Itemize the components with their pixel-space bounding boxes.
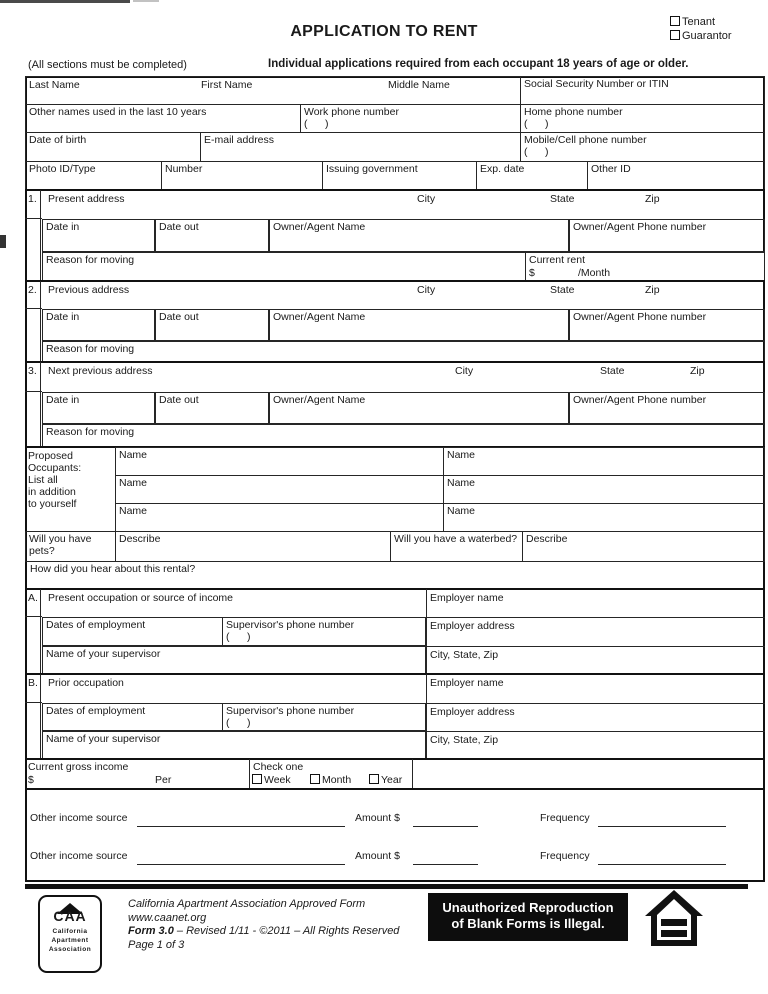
issuing-government-field[interactable]: Issuing government xyxy=(322,161,477,191)
week-checkbox-icon[interactable] xyxy=(252,774,262,784)
employer-name-label: Employer name xyxy=(430,677,504,689)
frequency-line[interactable] xyxy=(598,826,726,827)
other-names-field[interactable]: Other names used in the last 10 years xyxy=(25,104,301,133)
scan-artifact-smudge xyxy=(0,235,6,248)
unauthorized-warning-box xyxy=(428,893,628,941)
waterbed-describe-field[interactable]: Describe xyxy=(522,531,765,562)
date-out-field[interactable]: Date out xyxy=(155,219,269,252)
supervisor-phone-paren: ( ) xyxy=(226,631,251,644)
employer-name-label: Employer name xyxy=(430,592,504,604)
divider xyxy=(25,673,765,675)
warning-line: Unauthorized Reproduction xyxy=(442,900,614,915)
date-out-field[interactable]: Date out xyxy=(155,392,269,424)
previous-address-field[interactable] xyxy=(41,281,765,309)
employer-city-state-zip-label: City, State, Zip xyxy=(430,649,499,661)
middle-name-label: Middle Name xyxy=(388,79,450,91)
other-id-field[interactable]: Other ID xyxy=(587,161,765,191)
state-label: State xyxy=(550,284,575,296)
home-phone-label: Home phone number xyxy=(524,106,623,118)
caa-text-line: Apartment xyxy=(51,937,89,944)
present-address-label: Present address xyxy=(48,193,125,205)
exp-date-field[interactable]: Exp. date xyxy=(476,161,588,191)
first-name-label: First Name xyxy=(201,79,253,91)
last-name-label: Last Name xyxy=(29,79,80,91)
footer-rule xyxy=(25,884,748,889)
divider xyxy=(426,589,427,674)
footer-form-number: Form 3.0 xyxy=(128,925,174,937)
occupant-name-field[interactable]: Name xyxy=(443,503,765,532)
month-checkbox-icon[interactable] xyxy=(310,774,320,784)
supervisor-name-field[interactable]: Name of your supervisor xyxy=(42,646,426,674)
date-out-field[interactable]: Date out xyxy=(155,309,269,341)
divider xyxy=(25,702,42,703)
footer-page-number: Page 1 of 3 xyxy=(128,938,185,951)
waterbed-question-field[interactable]: Will you have a waterbed? xyxy=(390,531,523,562)
guarantor-checkbox-option[interactable] xyxy=(670,29,732,43)
present-address-field[interactable] xyxy=(41,190,765,219)
per-month-label: /Month xyxy=(578,267,611,279)
section-1-number: 1. xyxy=(28,193,37,205)
date-in-field[interactable]: Date in xyxy=(42,392,155,424)
zip-label: Zip xyxy=(645,284,660,296)
photo-id-field[interactable]: Photo ID/Type xyxy=(25,161,162,191)
owner-agent-phone-field[interactable]: Owner/Agent Phone number xyxy=(569,309,765,341)
state-label: State xyxy=(550,193,575,205)
scan-artifact-topline xyxy=(0,0,130,3)
section-a-number: A. xyxy=(28,592,38,604)
referral-question-field[interactable]: How did you hear about this rental? xyxy=(30,563,196,575)
present-occupation-label: Present occupation or source of income xyxy=(48,592,234,604)
divider xyxy=(426,703,765,704)
state-label: State xyxy=(600,365,625,377)
month-label: Month xyxy=(322,774,352,786)
name-fields[interactable] xyxy=(25,76,521,105)
frequency-label: Frequency xyxy=(540,812,590,824)
work-phone-field[interactable] xyxy=(300,104,521,133)
section-2-number: 2. xyxy=(28,284,37,296)
footer-form-line xyxy=(128,925,399,939)
supervisor-phone-label: Supervisor's phone number xyxy=(226,705,355,717)
next-previous-address-field[interactable] xyxy=(41,362,765,391)
supervisor-phone-field[interactable] xyxy=(222,703,426,731)
footer-text-block xyxy=(128,898,399,952)
other-income-source-label: Other income source xyxy=(30,850,128,862)
year-checkbox-option[interactable] xyxy=(369,774,402,787)
tenant-checkbox-option[interactable] xyxy=(670,15,732,29)
divider xyxy=(40,674,41,759)
mobile-phone-paren: ( ) xyxy=(524,146,549,159)
occupants-line: Occupants: xyxy=(28,462,82,474)
work-phone-paren: ( ) xyxy=(304,118,329,131)
caa-text-line: California xyxy=(52,928,88,935)
occupants-line: to yourself xyxy=(28,498,77,510)
other-income-source-label: Other income source xyxy=(30,812,128,824)
occupant-name-field[interactable]: Name xyxy=(115,447,444,476)
amount-line[interactable] xyxy=(413,864,478,865)
check-one-label: Check one xyxy=(253,761,304,773)
year-label: Year xyxy=(381,774,403,786)
divider xyxy=(426,731,765,732)
home-phone-field[interactable] xyxy=(520,104,765,133)
week-checkbox-option[interactable] xyxy=(252,774,291,787)
previous-address-label: Previous address xyxy=(48,284,130,296)
occupants-line: in addition xyxy=(28,486,76,498)
tenant-checkbox-icon[interactable] xyxy=(670,16,680,26)
reason-for-moving-field[interactable]: Reason for moving xyxy=(42,424,765,447)
divider xyxy=(40,589,41,674)
footer-approved-line: California Apartment Association Approved Form xyxy=(128,898,366,910)
amount-label: Amount $ xyxy=(355,850,400,862)
week-label: Week xyxy=(264,774,291,786)
divider xyxy=(412,759,413,789)
occupant-name-field[interactable]: Name xyxy=(443,447,765,476)
employer-address-label: Employer address xyxy=(430,620,515,632)
guarantor-checkbox-icon[interactable] xyxy=(670,30,680,40)
supervisor-phone-field[interactable] xyxy=(222,617,426,646)
page-title: APPLICATION TO RENT xyxy=(290,23,478,40)
gross-income-dollar: $ xyxy=(28,774,34,786)
caa-text-line: Association xyxy=(48,946,92,953)
caa-acronym: CAA xyxy=(53,908,87,924)
city-label: City xyxy=(417,193,436,205)
divider xyxy=(426,646,765,647)
prior-occupation-label: Prior occupation xyxy=(48,677,124,689)
zip-label: Zip xyxy=(645,193,660,205)
city-label: City xyxy=(417,284,436,296)
current-rent-label: Current rent xyxy=(529,254,586,266)
id-number-field[interactable]: Number xyxy=(161,161,323,191)
occupant-name-field[interactable]: Name xyxy=(115,475,444,504)
divider xyxy=(426,617,765,618)
home-phone-paren: ( ) xyxy=(524,118,549,131)
footer-form-rest: – Revised 1/11 - ©2011 – All Rights Reserved xyxy=(173,925,400,937)
owner-agent-phone-field[interactable]: Owner/Agent Phone number xyxy=(569,392,765,424)
mobile-phone-label: Mobile/Cell phone number xyxy=(524,134,647,146)
note-all-sections: (All sections must be completed) xyxy=(28,59,187,71)
reason-for-moving-field[interactable]: Reason for moving xyxy=(42,341,765,362)
mobile-phone-field[interactable] xyxy=(520,132,765,162)
note-individual-applications: Individual applications required from each occupant 18 years of age or older. xyxy=(268,58,689,70)
proposed-occupants-label xyxy=(28,450,81,510)
occupants-line: Proposed xyxy=(28,450,73,462)
supervisor-name-field[interactable]: Name of your supervisor xyxy=(42,731,426,759)
applicant-type-checkboxes xyxy=(670,15,732,43)
equal-housing-logo xyxy=(644,889,704,947)
scan-artifact-dots xyxy=(133,0,159,2)
current-rent-field[interactable] xyxy=(525,252,765,281)
date-in-field[interactable]: Date in xyxy=(42,309,155,341)
divider xyxy=(25,788,765,790)
frequency-line[interactable] xyxy=(598,864,726,865)
dates-of-employment-field[interactable]: Dates of employment xyxy=(42,617,223,646)
divider xyxy=(25,391,42,392)
divider xyxy=(25,588,765,590)
other-income-source-line[interactable] xyxy=(137,864,345,865)
divider xyxy=(426,674,427,759)
employer-city-state-zip-label: City, State, Zip xyxy=(430,734,499,746)
employer-address-label: Employer address xyxy=(430,706,515,718)
other-income-source-line[interactable] xyxy=(137,826,345,827)
work-phone-label: Work phone number xyxy=(304,106,399,118)
owner-agent-name-field[interactable]: Owner/Agent Name xyxy=(269,219,569,252)
year-checkbox-icon[interactable] xyxy=(369,774,379,784)
reason-for-moving-field[interactable]: Reason for moving xyxy=(42,252,765,281)
caa-logo xyxy=(38,895,102,973)
date-in-field[interactable]: Date in xyxy=(42,219,155,252)
pets-describe-field[interactable]: Describe xyxy=(115,531,391,562)
ssn-field[interactable]: Social Security Number or ITIN xyxy=(520,76,765,105)
owner-agent-name-field[interactable]: Owner/Agent Name xyxy=(269,392,569,424)
gross-income-label: Current gross income xyxy=(28,761,129,773)
occupant-name-field[interactable]: Name xyxy=(443,475,765,504)
owner-agent-name-field[interactable]: Owner/Agent Name xyxy=(269,309,569,341)
per-label: Per xyxy=(155,774,172,786)
footer-url: www.caanet.org xyxy=(128,911,207,924)
dob-field[interactable]: Date of birth xyxy=(25,132,201,162)
check-one-field xyxy=(249,759,412,789)
next-previous-address-label: Next previous address xyxy=(48,365,153,377)
supervisor-phone-label: Supervisor's phone number xyxy=(226,619,355,631)
guarantor-label: Guarantor xyxy=(682,30,732,42)
dates-of-employment-field[interactable]: Dates of employment xyxy=(42,703,223,731)
frequency-label: Frequency xyxy=(540,850,590,862)
pets-question-field[interactable]: Will you have pets? xyxy=(25,531,116,562)
section-3-number: 3. xyxy=(28,365,37,377)
owner-agent-phone-field[interactable]: Owner/Agent Phone number xyxy=(569,219,765,252)
amount-line[interactable] xyxy=(413,826,478,827)
city-label: City xyxy=(455,365,474,377)
supervisor-phone-paren: ( ) xyxy=(226,717,251,730)
email-field[interactable]: E-mail address xyxy=(200,132,521,162)
amount-label: Amount $ xyxy=(355,812,400,824)
divider xyxy=(25,616,42,617)
divider xyxy=(25,218,42,219)
current-rent-dollar: $ xyxy=(529,267,535,279)
divider xyxy=(25,308,42,309)
warning-line: of Blank Forms is Illegal. xyxy=(451,916,605,931)
occupant-name-field[interactable]: Name xyxy=(115,503,444,532)
tenant-label: Tenant xyxy=(682,16,716,28)
month-checkbox-option[interactable] xyxy=(310,774,351,787)
section-b-number: B. xyxy=(28,677,38,689)
occupants-line: List all xyxy=(28,474,58,486)
zip-label: Zip xyxy=(690,365,705,377)
gross-income-field[interactable] xyxy=(25,759,249,789)
